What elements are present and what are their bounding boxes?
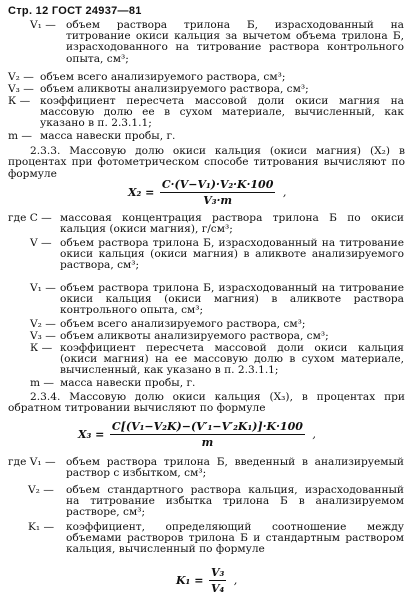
definition-term: V₁ — [30,282,56,294]
definition-text: масса навески пробы, г. [60,377,196,389]
definition [28,485,408,519]
definition-text: объем раствора трилона Б, введенный в анализируемый раствор с избытком, см³; [66,456,404,480]
formula-lhs: X₃ = [78,428,105,441]
formula-numerator: C[(V₁−V₂K)−(V′₁−V′₂K₁)]·K·100 [111,420,303,433]
definition-term: m — [30,377,55,389]
formula-lhs: K₁ = [176,574,204,587]
definition [8,96,408,130]
definition-term: К — [30,342,53,354]
definition [30,283,408,317]
formula-fraction [209,566,226,595]
definition-term: V₂ — [30,318,56,330]
definition-text: коэффициент, определяющий соотношение между объемами растворов трилона Б и стандартным раствором кальция, вычисленный по формуле [66,521,404,556]
definition [8,131,408,143]
formula-numerator: C·(V−V₁)·V₂·K·100 [161,178,274,191]
formula-denominator: V₄ [210,582,225,595]
definition-text: масса навески пробы, г. [40,130,176,142]
formula-lhs: X₂ = [128,186,155,199]
definition-text: объем аликвоты анализируемого раствора, см³; [60,330,329,342]
definition [28,522,408,567]
formula-x2 [128,178,286,207]
definition [30,343,408,377]
definition-text: объем аликвоты анализируемого раствора, см³; [40,83,309,95]
definition-text: объем всего анализируемого раствора, см³; [60,318,306,330]
paragraph-2-3-3: 2.3.3. Массовую долю окиси кальция (окиси магния) (X₂) в процентах при фотометрическом способе титрования вычисляют по формуле [8,145,405,180]
definition-text: коэффициент пересчета массовой доли окиси магния на массовую долю ее в сухом материале, вычисленный, как указано в п. 2.3.1.1; [40,95,404,130]
definition-term: К — [8,95,31,107]
definition-term: V₂ — [28,484,54,496]
definition [8,457,408,480]
definition-term: где V₁ — [8,456,56,468]
definition-term: где C — [8,212,52,224]
formula-fraction [160,178,275,207]
definition-term: m — [8,130,33,142]
definition-text: объем всего анализируемого раствора, см³; [40,71,286,83]
definition-text: объем стандартного раствора кальция, израсходованный на титрование избытка трилона Б в анализируемом растворе, см³; [66,484,404,519]
definition-text: массовая концентрация раствора трилона Б по окиси кальция (окиси магния), г/см³; [60,212,404,236]
definition [30,20,405,65]
definition-text: объем раствора трилона Б, израсходованный на титрование окиси кальция за вычетом объема трилона Б, израсходованного на титрование раствора контрольного опыта, см³; [66,19,404,65]
definition-text: коэффициент пересчета массовой доли окиси кальция (окиси магния) на ее массовую долю в сухом материале, вычисленный, как указано в п. 2.3.1.1; [60,342,404,377]
definition-text: объем раствора трилона Б, израсходованный на титрование окиси кальция (окиси магния) в аликвоте раствора контрольного опыта, см³; [60,282,404,317]
formula-denominator: m [201,436,214,449]
formula-x3 [78,420,316,449]
formula-fraction [110,420,305,449]
page-header: Стр. 12 ГОСТ 24937—81 [8,5,142,17]
formula-k1 [176,566,237,595]
definition-term: V₁ — [30,19,56,31]
paragraph-2-3-4: 2.3.4. Массовую долю окиси кальция (X₃), в процентах при обратном титровании вычисляют по формуле [8,391,405,415]
formula-comma: , [282,186,287,199]
definition-term: V — [30,237,52,249]
formula-numerator: V₃ [210,566,225,579]
definition-term: V₃ — [8,83,34,95]
formula-comma: , [312,428,316,441]
formula-denominator: V₃·m [203,194,233,207]
definition [8,213,408,236]
definition [30,378,408,390]
definition-term: V₂ — [8,71,34,83]
definition-term: K₁ — [28,521,55,533]
formula-comma: , [233,574,238,587]
definition [30,238,408,272]
definition-text: объем раствора трилона Б, израсходованный на титрование окиси кальция (окиси магния) в аликвоте анализируемого раствора, см³; [60,237,404,272]
definition-term: V₃ — [30,330,56,342]
